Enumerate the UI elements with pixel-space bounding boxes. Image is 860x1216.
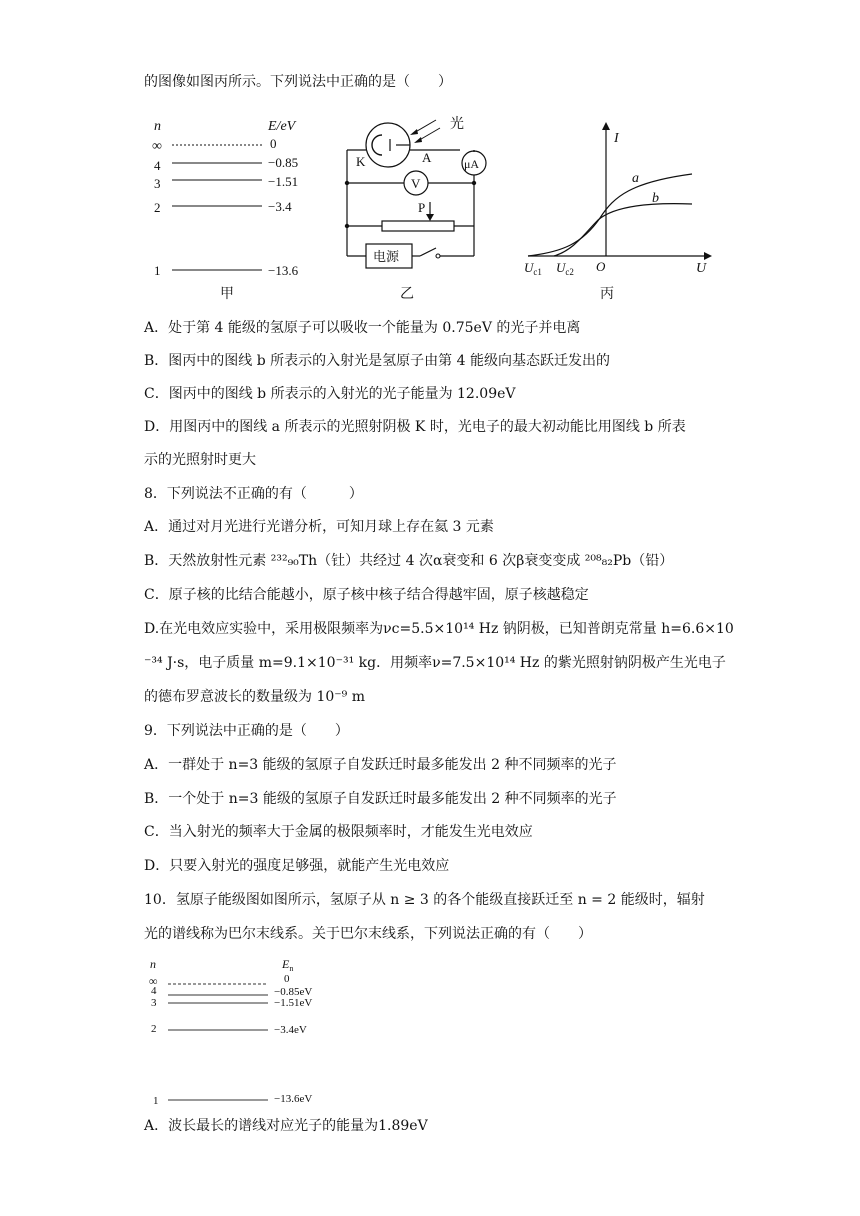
q9-stem: 9．下列说法中正确的是（ ）	[144, 723, 349, 739]
jia-e-inf: 0	[270, 136, 277, 151]
q9-option-b: B．一个处于 n=3 能级的氢原子自发跃迁时最多能发出 2 种不同频率的光子	[144, 791, 617, 807]
jia-caption: 甲	[220, 287, 234, 302]
jia-n-3: 3	[154, 176, 161, 191]
q7-option-d-line2: 示的光照射时更大	[144, 452, 256, 468]
jia-n-1: 1	[154, 263, 161, 278]
q10-n-2: 2	[151, 1023, 157, 1035]
q7-option-a: A．处于第 4 能级的氢原子可以吸收一个能量为 0.75eV 的光子并电离	[144, 320, 581, 336]
q8-option-c: C．原子核的比结合能越小，原子核中核子结合得越牢固，原子核越稳定	[144, 587, 589, 603]
curve-a	[528, 174, 692, 256]
q10-e-4: −0.85eV	[274, 986, 313, 998]
k-label: K	[356, 154, 366, 169]
q8-option-d-line1: D.在光电效应实验中，采用极限频率为νc=5.5×10¹⁴ Hz 钠阴极，已知普朗克常量 h=6.6×10	[144, 621, 734, 637]
b-label: b	[652, 191, 659, 206]
uc2-label: $U_{c2}$	[556, 260, 574, 277]
q10-e-header: $E_n$	[282, 957, 294, 973]
jia-n-4: 4	[154, 158, 161, 173]
q7-option-b: B．图丙中的图线 b 所表示的入射光是氢原子由第 4 能级向基态跃迁发出的	[144, 353, 610, 369]
ua-label: μA	[464, 157, 480, 171]
q7-option-c: C．图丙中的图线 b 所表示的入射光的光子能量为 12.09eV	[144, 386, 516, 402]
jia-e-2: −3.4	[268, 199, 292, 214]
q10-stem-line2: 光的谱线称为巴尔末线系。关于巴尔末线系，下列说法正确的有（ ）	[144, 926, 592, 942]
q9-option-c: C．当入射光的频率大于金属的极限频率时，才能发生光电效应	[144, 824, 533, 840]
q8-option-d-line2: ⁻³⁴ J·s，电子质量 m=9.1×10⁻³¹ kg．用频率ν=7.5×10¹⁴ Hz 的紫光照射钠阴极产生光电子	[144, 655, 726, 671]
a-label: a	[632, 171, 639, 186]
v-label: V	[411, 176, 421, 191]
curve-b	[554, 204, 692, 256]
u-label: U	[696, 261, 707, 276]
o-label: O	[596, 259, 606, 274]
q10-stem-line1: 10．氢原子能级图如图所示，氢原子从 n ≥ 3 的各个能级直接跃迁至 n = 2 能级时，辐射	[144, 892, 705, 908]
bing-caption: 丙	[600, 287, 614, 302]
figure-yi-circuit	[340, 108, 500, 302]
q10-n-3: 3	[151, 997, 157, 1009]
p-label: P	[418, 200, 426, 215]
figure-jia-energy-levels	[140, 112, 320, 302]
figure-q10-energy-levels	[144, 954, 344, 1104]
q10-n-4: 4	[151, 985, 157, 997]
switch	[420, 248, 436, 256]
q10-n-inf: ∞	[149, 974, 158, 988]
jia-e-4: −0.85	[268, 155, 299, 170]
q10-n-header: n	[150, 957, 156, 971]
q7-option-d-line1: D．用图丙中的图线 a 所表示的光照射阴极 K 时，光电子的最大初动能比用图线 b 所表	[144, 419, 686, 435]
uc1-label: $U_{c1}$	[524, 260, 542, 277]
yi-caption: 乙	[400, 287, 414, 302]
q8-option-d-line3: 的德布罗意波长的数量级为 10⁻⁹ m	[144, 689, 365, 705]
intro-text: 的图像如图丙所示。下列说法中正确的是（ ）	[144, 74, 452, 90]
q9-option-a: A．一群处于 n=3 能级的氢原子自发跃迁时最多能发出 2 种不同频率的光子	[144, 757, 617, 773]
jia-n-2: 2	[154, 200, 161, 215]
jia-e-1: −13.6	[268, 263, 299, 278]
a-label: A	[422, 150, 432, 165]
q10-n-1: 1	[153, 1095, 159, 1104]
q8-option-b: B．天然放射性元素 ²³²₉₀Th（钍）共经过 4 次α衰变和 6 次β衰变变成 ²⁰⁸₈₂Pb（铅）	[144, 553, 674, 569]
i-label: I	[614, 131, 619, 146]
jia-e-header: E/eV	[268, 119, 296, 134]
light-label: 光	[450, 117, 464, 132]
q10-e-1: −13.6eV	[274, 1093, 313, 1104]
q8-option-a: A．通过对月光进行光谱分析，可知月球上存在氦 3 元素	[144, 519, 494, 535]
rheostat	[382, 221, 454, 231]
q10-option-a: A．波长最长的谱线对应光子的能量为1.89eV	[144, 1118, 428, 1134]
jia-n-inf: ∞	[152, 139, 162, 154]
q9-option-d: D．只要入射光的强度足够强，就能产生光电效应	[144, 858, 450, 874]
q10-e-2: −3.4eV	[274, 1024, 307, 1036]
q8-stem: 8．下列说法不正确的有（ ）	[144, 486, 363, 502]
figure-bing-iu-curves	[522, 116, 718, 302]
q10-e-3: −1.51eV	[274, 997, 313, 1009]
jia-n-header: n	[154, 119, 161, 134]
q10-e-inf: 0	[284, 973, 290, 985]
source-label: 电源	[373, 249, 400, 264]
cathode-k	[372, 135, 382, 155]
jia-e-3: −1.51	[268, 174, 299, 189]
